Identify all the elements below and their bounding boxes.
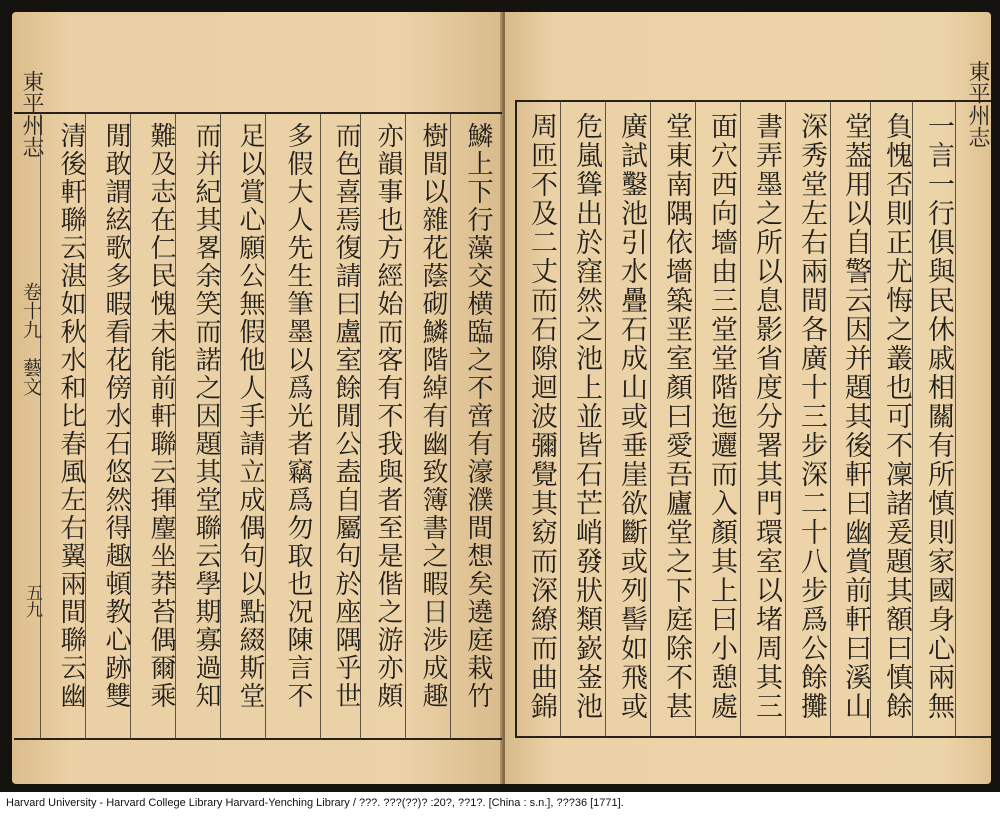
- left-column-4: 而色喜焉復請曰盧室餘閒公盍自屬句於座隅乎世: [331, 122, 361, 710]
- left-column-10: 清後軒聯云湛如秋水和比春風左右翼兩間聯云幽: [56, 122, 86, 710]
- right-column-9: 危嵐聳出於窪然之池上並皆石芒峭發狀類嶔崟池: [571, 112, 602, 721]
- right-column-7: 堂東南隅依墻築垩室顏曰愛吾廬堂之下庭除不甚: [661, 112, 692, 721]
- left-column-3: 亦韻事也方經始而客有不我與者至是偕之游亦頗: [373, 122, 403, 710]
- left-column-1: 鱗上下行藻交横臨之不啻有濠濮間想矣遶庭栽竹: [463, 122, 493, 710]
- right-column-10: 周匝不及二丈而石隙迴波彌覺其窈而深繚而曲錦: [526, 112, 557, 721]
- left-column-5: 多假大人先生筆墨以爲光者竊爲勿取也况陳言不: [283, 122, 313, 710]
- right-column-3: 堂葢用以自警云因并題其後軒曰幽賞前軒曰溪山: [840, 112, 871, 721]
- left-margin-title: 東平州志: [19, 70, 44, 158]
- right-margin-title: 東平州志: [965, 60, 990, 148]
- right-column-2: 負愧否則正尤悔之叢也可不凜諸爰題其額曰慎餘: [881, 112, 912, 721]
- left-column-2: 樹間以雜花蔭砌鱗階綽有幽致簿書之暇日涉成趣: [418, 122, 448, 710]
- right-column-8: 廣試鑿池引水疊石成山或垂崖欲斷或列髻如飛或: [616, 112, 647, 721]
- left-margin-section: 卷十九 藝文: [20, 282, 42, 396]
- left-column-9: 閒敢謂絃歌多暇看花傍水石悠然得趣頓教心跡雙: [101, 122, 131, 710]
- right-column-4: 深秀堂左右兩間各廣十三步深二十八步爲公餘攤: [796, 112, 827, 721]
- left-folio: 五九: [22, 584, 42, 618]
- right-column-1: 一言一行俱與民休戚相關有所慎則家國身心兩無: [923, 112, 954, 721]
- right-column-5: 書弄墨之所以息影省度分署其門環室以堵周其三: [751, 112, 782, 721]
- right-column-6: 面穴西向墻由三堂堂階迤邐而入顏其上曰小憩處: [706, 112, 737, 721]
- library-caption: Harvard University - Harvard College Library Harvard-Yenching Library / ???. ???(??)? :20?, ??1?. [China : s.n.], ???36 [1771].: [6, 797, 624, 809]
- left-column-7: 而并紀其畧余笑而諾之因題其堂聯云學期寡過知: [191, 122, 221, 710]
- left-column-6: 足以賞心願公無假他人手請立成偶句以點綴斯堂: [235, 122, 265, 710]
- left-column-8: 難及志在仁民愧未能前軒聯云揮麈坐莽苔偶爾乘: [146, 122, 176, 710]
